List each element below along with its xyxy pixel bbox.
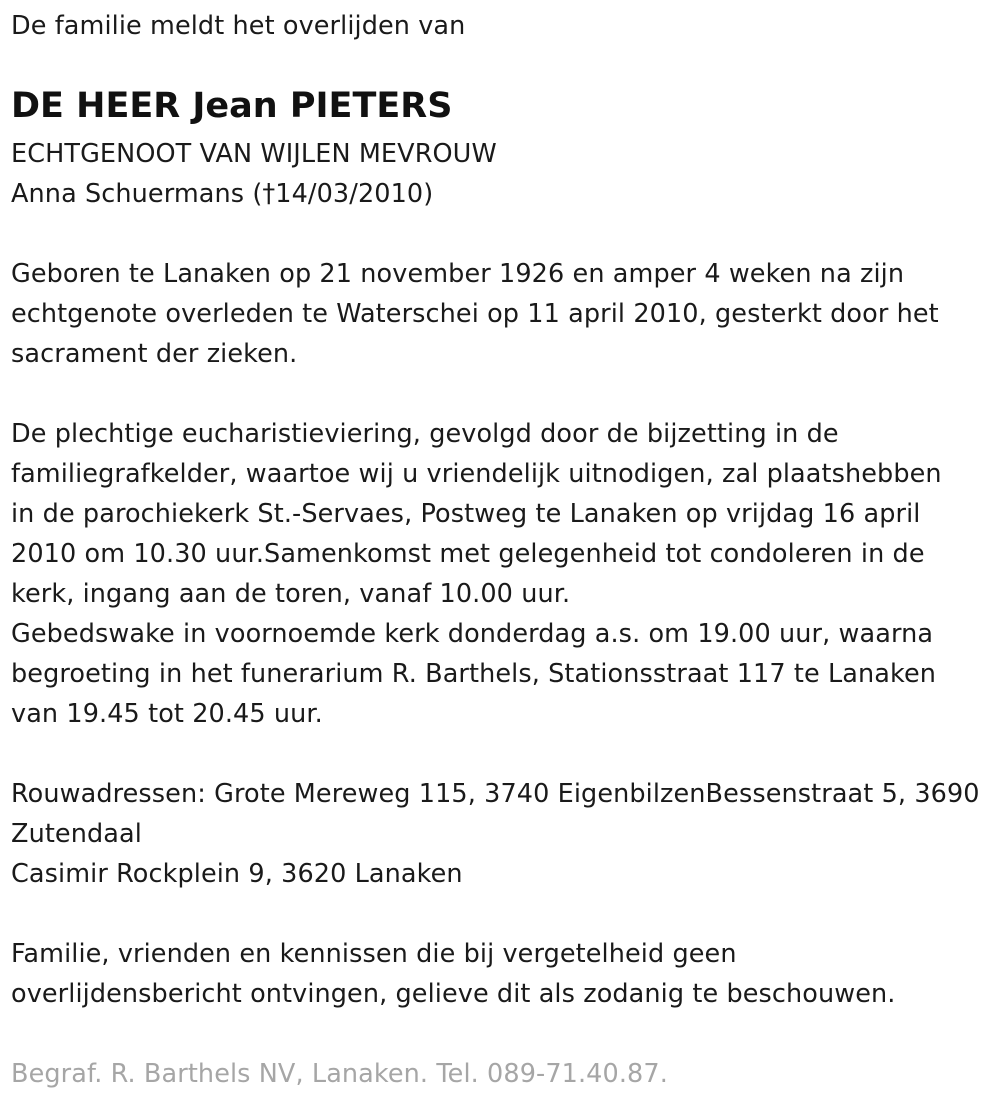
paragraph-line: 2010 om 10.30 uur.Samenkomst met gelegenheid tot condoleren in de [11,539,925,569]
spouse-block [11,134,497,214]
intro-text: De familie meldt het overlijden van [11,11,466,41]
paragraph-line: Geboren te Lanaken op 21 november 1926 en amper 4 weken na zijn [11,259,905,289]
paragraph-line: overlijdensbericht ontvingen, gelieve dit als zodanig te beschouwen. [11,979,896,1009]
address-line: Zutendaal [11,819,142,849]
paragraph-line: begroeting in het funerarium R. Barthels, Stationsstraat 117 te Lanaken [11,659,937,689]
birth-death-paragraph [11,254,939,374]
paragraph-line: in de parochiekerk St.-Servaes, Postweg te Lanaken op vrijdag 16 april [11,499,921,529]
address-line: Casimir Rockplein 9, 3620 Lanaken [11,859,463,889]
deceased-name: DE HEER Jean PIETERS [11,86,453,126]
paragraph-line: familiegrafkelder, waartoe wij u vriendelijk uitnodigen, zal plaatshebben [11,459,942,489]
funeral-home-footer: Begraf. R. Barthels NV, Lanaken. Tel. 089-71.40.87. [11,1059,668,1089]
address-line: Rouwadressen: Grote Mereweg 115, 3740 EigenbilzenBessenstraat 5, 3690 [11,779,980,809]
spouse-line-2: Anna Schuermans (†14/03/2010) [11,179,434,209]
paragraph-line: kerk, ingang aan de toren, vanaf 10.00 uur. [11,579,571,609]
paragraph-line: echtgenote overleden te Waterschei op 11 april 2010, gesterkt door het [11,299,939,329]
paragraph-line: van 19.45 tot 20.45 uur. [11,699,323,729]
ceremony-paragraph [11,414,942,734]
paragraph-line: De plechtige eucharistieviering, gevolgd door de bijzetting in de [11,419,839,449]
paragraph-line: Gebedswake in voornoemde kerk donderdag a.s. om 19.00 uur, waarna [11,619,934,649]
paragraph-line: sacrament der zieken. [11,339,298,369]
paragraph-line: Familie, vrienden en kennissen die bij vergetelheid geen [11,939,737,969]
mourning-addresses [11,774,980,894]
family-notice [11,934,895,1014]
spouse-line-1: ECHTGENOOT VAN WIJLEN MEVROUW [11,139,497,169]
